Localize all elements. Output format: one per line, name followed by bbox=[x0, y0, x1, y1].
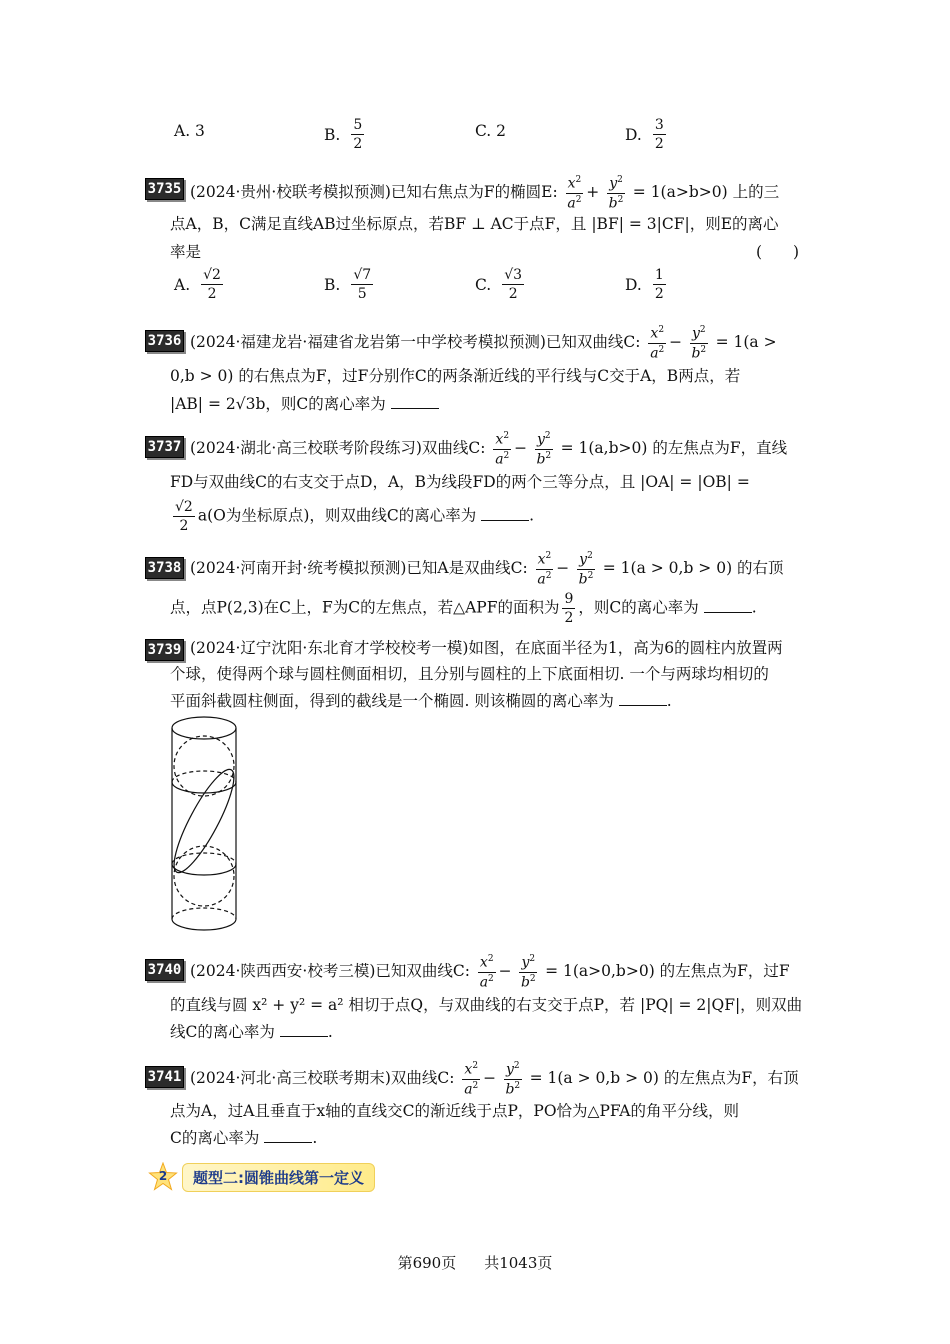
total-pages: 共1043页 bbox=[484, 1254, 553, 1272]
question-text: C的离心率为 . bbox=[170, 1129, 318, 1147]
question-number: 3740 bbox=[145, 959, 184, 981]
question-text: (2024·陕西西安·校考三模)已知双曲线C: $\frac{x^2}{a^2}$ − $\frac{y^2}{b^2}$ = 1(a>0,b>0) 的左焦点为F，过F bbox=[190, 954, 790, 991]
question-text: (2024·贵州·校联考模拟预测)已知右焦点为F的椭圆E: $\frac{x^2}{a^2}$ + $\frac{y^2}{b^2}$ = 1(a>b>0) 上的三 bbox=[190, 175, 780, 212]
question-text: (2024·河南开封·统考模拟预测)已知A是双曲线C: $\frac{x^2}{a^2}$ − $\frac{y^2}{b^2}$ = 1(a > 0,b > 0) 的右顶 bbox=[190, 551, 784, 588]
section-header bbox=[148, 1162, 375, 1192]
question-text: (2024·辽宁沈阳·东北育才学校校考一模)如图，在底面半径为1，高为6的圆柱内放置两 bbox=[190, 639, 783, 657]
answer-paren: ( ) bbox=[756, 243, 800, 261]
option-a: A. 3 bbox=[174, 122, 205, 140]
answer-blank[interactable] bbox=[264, 1128, 312, 1143]
question-text: 线C的离心率为 . bbox=[170, 1023, 333, 1041]
question-text: 的直线与圆 x² + y² = a² 相切于点Q，与双曲线的右支交于点P，若 |PQ| = 2|QF|，则双曲 bbox=[170, 996, 803, 1014]
answer-blank[interactable] bbox=[704, 598, 752, 613]
option-c: C. 2 bbox=[475, 122, 507, 140]
question-text: FD与双曲线C的右支交于点D，A，B为线段FD的两个三等分点，且 |OA| = |OB| = bbox=[170, 473, 750, 491]
question-number: 3736 bbox=[145, 330, 184, 352]
answer-blank[interactable] bbox=[280, 1022, 328, 1037]
page-footer bbox=[0, 1252, 950, 1273]
section-title: 题型二:圆锥曲线第一定义 bbox=[182, 1163, 375, 1192]
question-number: 3738 bbox=[145, 557, 184, 579]
answer-blank[interactable] bbox=[619, 691, 667, 706]
answer-blank[interactable] bbox=[391, 394, 439, 409]
question-text: (2024·湖北·高三校联考阶段练习)双曲线C: $\frac{x^2}{a^2}$ − $\frac{y^2}{b^2}$ = 1(a,b>0) 的左焦点为F，直线 bbox=[190, 431, 788, 468]
page-number: 第690页 bbox=[397, 1254, 457, 1272]
question-text: (2024·河北·高三校联考期末)双曲线C: $\frac{x^2}{a^2}$ − $\frac{y^2}{b^2}$ = 1(a > 0,b > 0) 的左焦点为F，右顶 bbox=[190, 1061, 799, 1098]
answer-blank[interactable] bbox=[481, 506, 529, 521]
question-text: 0,b > 0) 的右焦点为F，过F分别作C的两条渐近线的平行线与C交于A，B两点，若 bbox=[170, 367, 741, 385]
question-text: 个球，使得两个球与圆柱侧面相切，且分别与圆柱的上下底面相切. 一个与两球均相切的 bbox=[170, 665, 769, 683]
option-d: D. $\frac{3}{2}$ bbox=[625, 117, 664, 152]
option-c: C. $\frac{√3}{2}$ bbox=[475, 267, 523, 302]
question-text: 点A，B，C满足直线AB过坐标原点，若BF ⊥ AC于点F，且 |BF| = 3|CF|，则E的离心 bbox=[170, 215, 779, 233]
cylinder-figure bbox=[166, 714, 262, 932]
question-number: 3741 bbox=[145, 1066, 184, 1088]
option-a: A. $\frac{√2}{2}$ bbox=[174, 267, 221, 302]
question-text: |AB| = 2√3b，则C的离心率为 bbox=[170, 392, 439, 416]
option-b: B. $\frac{√7}{5}$ bbox=[324, 267, 372, 302]
question-number: 3737 bbox=[145, 436, 184, 458]
question-number: 3739 bbox=[145, 639, 184, 661]
question-number: 3735 bbox=[145, 178, 184, 200]
star-icon bbox=[148, 1162, 178, 1192]
question-text: 平面斜截圆柱侧面，得到的截线是一个椭圆. 则该椭圆的离心率为 . bbox=[170, 692, 672, 710]
section-number: 2 bbox=[158, 1169, 168, 1183]
question-text: (2024·福建龙岩·福建省龙岩第一中学校考模拟预测)已知双曲线C: $\frac{x^2}{a^2}$ − $\frac{y^2}{b^2}$ = 1(a > bbox=[190, 325, 777, 362]
option-d: D. $\frac{1}{2}$ bbox=[625, 267, 664, 302]
question-text: 率是 bbox=[170, 243, 202, 261]
option-b: B. $\frac{5}{2}$ bbox=[324, 117, 363, 152]
question-text: 点为A，过A且垂直于x轴的直线交C的渐近线于点P，PO恰为△PFA的角平分线，则 bbox=[170, 1102, 740, 1120]
question-text: 点，点P(2,3)在C上，F为C的左焦点，若△APF的面积为 $\frac{9}{2}$ ，则C的离心率为 . bbox=[170, 591, 757, 626]
question-text: $\frac{√2}{2}$ a(O为坐标原点)，则双曲线C的离心率为 . bbox=[175, 499, 535, 534]
